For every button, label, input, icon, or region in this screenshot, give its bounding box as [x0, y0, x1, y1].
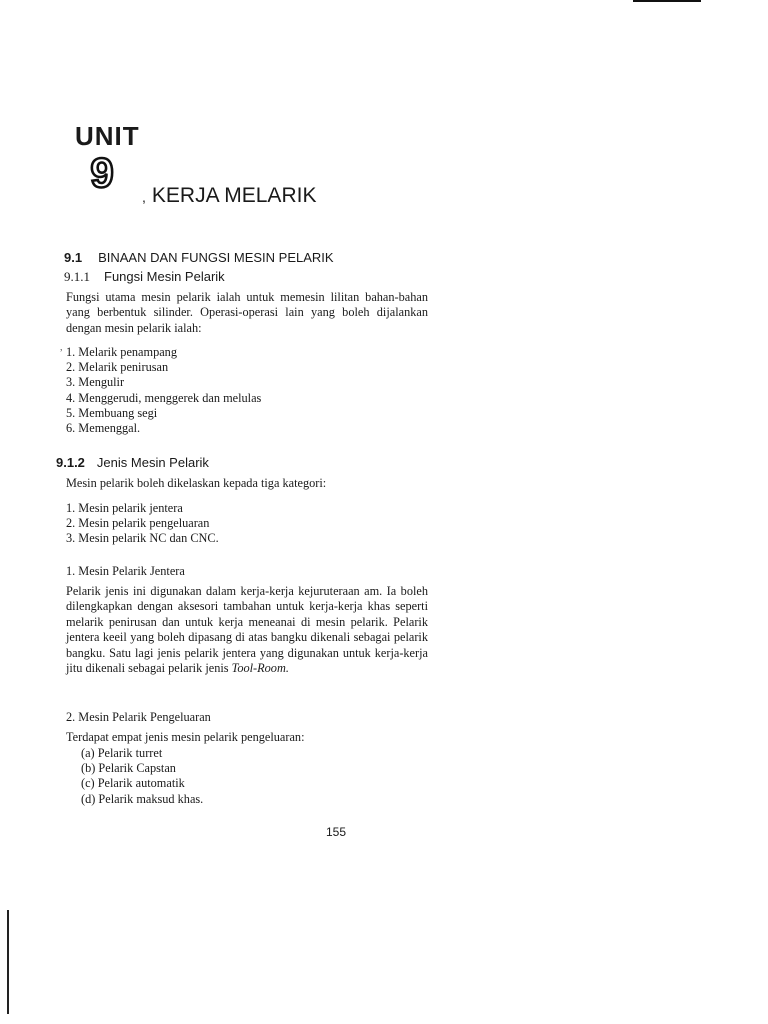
subsection-number: 9.1.1: [64, 269, 90, 284]
margin-mark: ,: [60, 342, 63, 353]
subsection-heading: [64, 269, 225, 285]
list-item: (b) Pelarik Capstan: [81, 761, 176, 776]
categories-intro: Mesin pelarik boleh dikelaskan kepada tiga kategori:: [66, 476, 327, 490]
section-heading: [64, 250, 334, 265]
list-item: (c) Pelarik automatik: [81, 776, 185, 791]
list-item: 6. Memenggal.: [66, 421, 141, 436]
unit-number: 9: [90, 150, 114, 194]
top-edge-bar: [633, 0, 701, 2]
unit-label: UNIT: [75, 121, 140, 151]
jentera-heading: 1. Mesin Pelarik Jentera: [66, 564, 185, 578]
section-number: 9.1: [64, 250, 83, 265]
tool-room-term: Tool-Room.: [231, 661, 289, 676]
list-item: 3. Mengulir: [66, 375, 125, 390]
pengeluaran-heading: 2. Mesin Pelarik Pengeluaran: [66, 710, 211, 724]
list-item: 5. Membuang segi: [66, 405, 158, 420]
list-item: 4. Menggerudi, menggerek dan melulas: [66, 390, 262, 405]
subsection-heading-2: [56, 455, 209, 470]
scan-edge-line: [7, 910, 9, 1014]
list-item: 2. Melarik penirusan: [66, 360, 169, 375]
list-item: (d) Pelarik maksud khas.: [81, 791, 204, 806]
jentera-paragraph: Pelarik jenis ini digunakan dalam kerja-kerja kejuruteraan am. Ia boleh dilengkapkan dengan aksesori tambahan untuk kerja-kerja khas seperti melarik penirusan dan untuk kerja meneanai di mesin pelarik. Pelarik jentera keeil yang boleh dipasang di atas bangku dikenali sebagai pelarik bangku. Satu lagi jenis pelarik jentera yang digunakan untuk kerja-kerja jitu dikenali sebagai pelarik jenis Tool-Room.: [66, 584, 428, 676]
list-item: 1. Melarik penampang: [66, 345, 177, 359]
unit-number-badge: [80, 150, 124, 194]
list-item: 1. Mesin pelarik jentera: [66, 501, 183, 515]
intro-paragraph: Fungsi utama mesin pelarik ialah untuk memesin lilitan bahan-bahan yang berbentuk silinder. Operasi-operasi lain yang boleh dijalankan dengan mesin pelarik ialah:: [66, 290, 428, 335]
list-item: 3. Mesin pelarik NC dan CNC.: [66, 531, 219, 546]
subsection-number-2: 9.1.2: [56, 455, 85, 470]
operations-list: [66, 345, 261, 436]
list-item: 2. Mesin pelarik pengeluaran: [66, 516, 210, 531]
section-title: BINAAN DAN FUNGSI MESIN PELARIK: [98, 250, 334, 265]
page-number: 155: [326, 825, 347, 839]
pengeluaran-intro: Terdapat empat jenis mesin pelarik pengeluaran:: [66, 730, 305, 744]
subsection-title: Fungsi Mesin Pelarik: [104, 269, 225, 284]
pengeluaran-list: [81, 746, 203, 807]
categories-list: [66, 501, 219, 547]
list-item: (a) Pelarik turret: [81, 746, 163, 760]
subsection-title-2: Jenis Mesin Pelarik: [96, 455, 209, 470]
chapter-title: , KERJA MELARIK: [142, 184, 317, 207]
